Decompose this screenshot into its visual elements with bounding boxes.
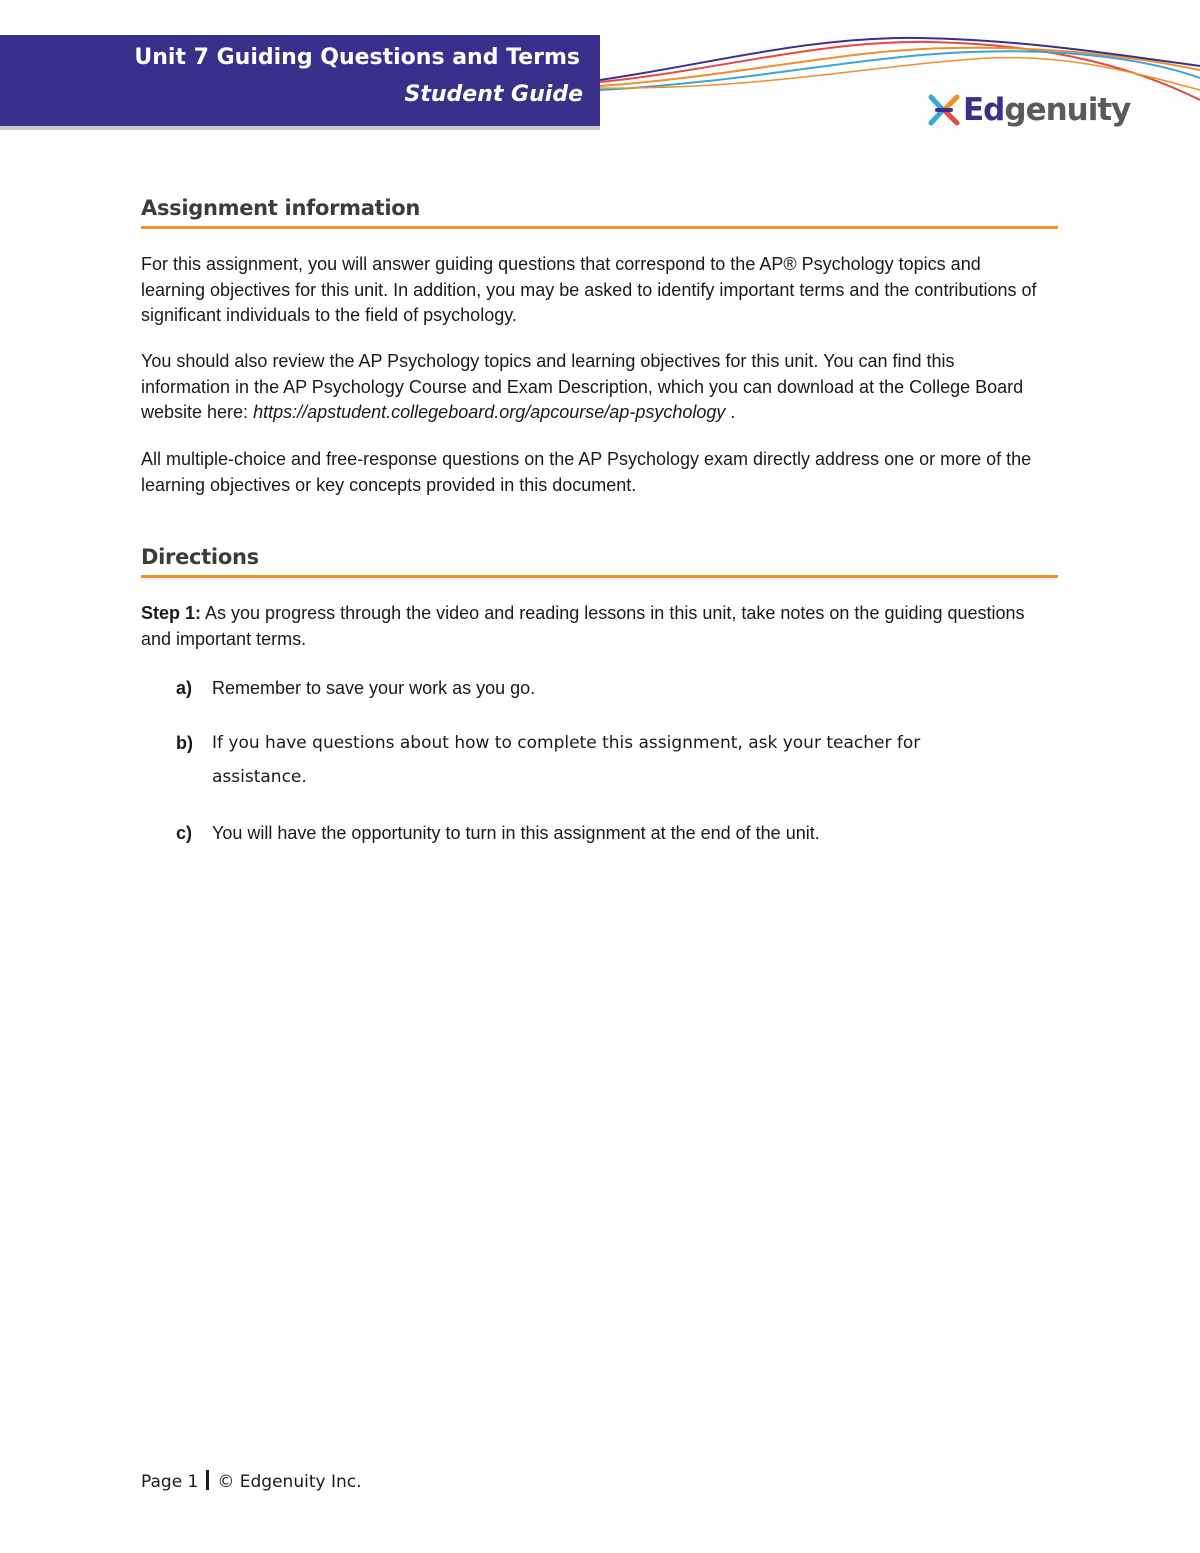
step-1-paragraph: Step 1: As you progress through the video and reading lessons in this unit, take notes on the guiding questions and important terms.: [141, 603, 1025, 649]
logo-wordmark: Edgenuity: [963, 92, 1131, 128]
document-title: Unit 7 Guiding Questions and Terms: [134, 45, 580, 70]
list-item-text: Remember to save your work as you go.: [212, 678, 536, 698]
step-1-label: Step 1:: [141, 603, 202, 623]
header-banner: [0, 35, 600, 126]
list-item-text: If you have questions about how to complete this assignment, ask your teacher for assistance.: [212, 733, 921, 787]
list-item-text: You will have the opportunity to turn in this assignment at the end of the unit.: [212, 823, 820, 843]
assignment-info-heading: Assignment information: [141, 196, 1058, 229]
document-subtitle: Student Guide: [404, 82, 583, 107]
ap-psychology-link[interactable]: https://apstudent.collegeboard.org/apcourse/ap-psychology: [253, 402, 726, 422]
edgenuity-x-icon: [927, 93, 961, 127]
list-item: [176, 816, 996, 850]
list-marker: c): [176, 823, 193, 843]
page-number: Page 1: [141, 1472, 199, 1492]
footer-copyright: © Edgenuity Inc.: [217, 1472, 362, 1492]
edgenuity-logo: [927, 90, 1130, 130]
page-footer: [141, 1470, 362, 1492]
directions-heading: Directions: [141, 545, 1058, 578]
list-marker: b): [176, 733, 193, 753]
footer-divider: [206, 1470, 209, 1490]
assignment-info-paragraph-3: All multiple-choice and free-response questions on the AP Psychology exam directly address one or more of the learning objectives or key concepts provided in this document.: [141, 449, 1032, 495]
assignment-info-paragraph-1: For this assignment, you will answer guiding questions that correspond to the AP® Psychology topics and learning objectives for this unit. In addition, you may be asked to identify important terms and the contributions of significant individuals to the field of psychology.: [141, 254, 1037, 325]
assignment-info-paragraph-2: You should also review the AP Psychology topics and learning objectives for this unit. You can find this information in the AP Psychology Course and Exam Description, which you can download at the College Board website here: https://apstudent.collegeboard.org/apcourse/ap-psychology .: [141, 351, 1024, 422]
list-marker: a): [176, 678, 193, 698]
list-item: [176, 726, 996, 794]
list-item: [176, 671, 996, 705]
